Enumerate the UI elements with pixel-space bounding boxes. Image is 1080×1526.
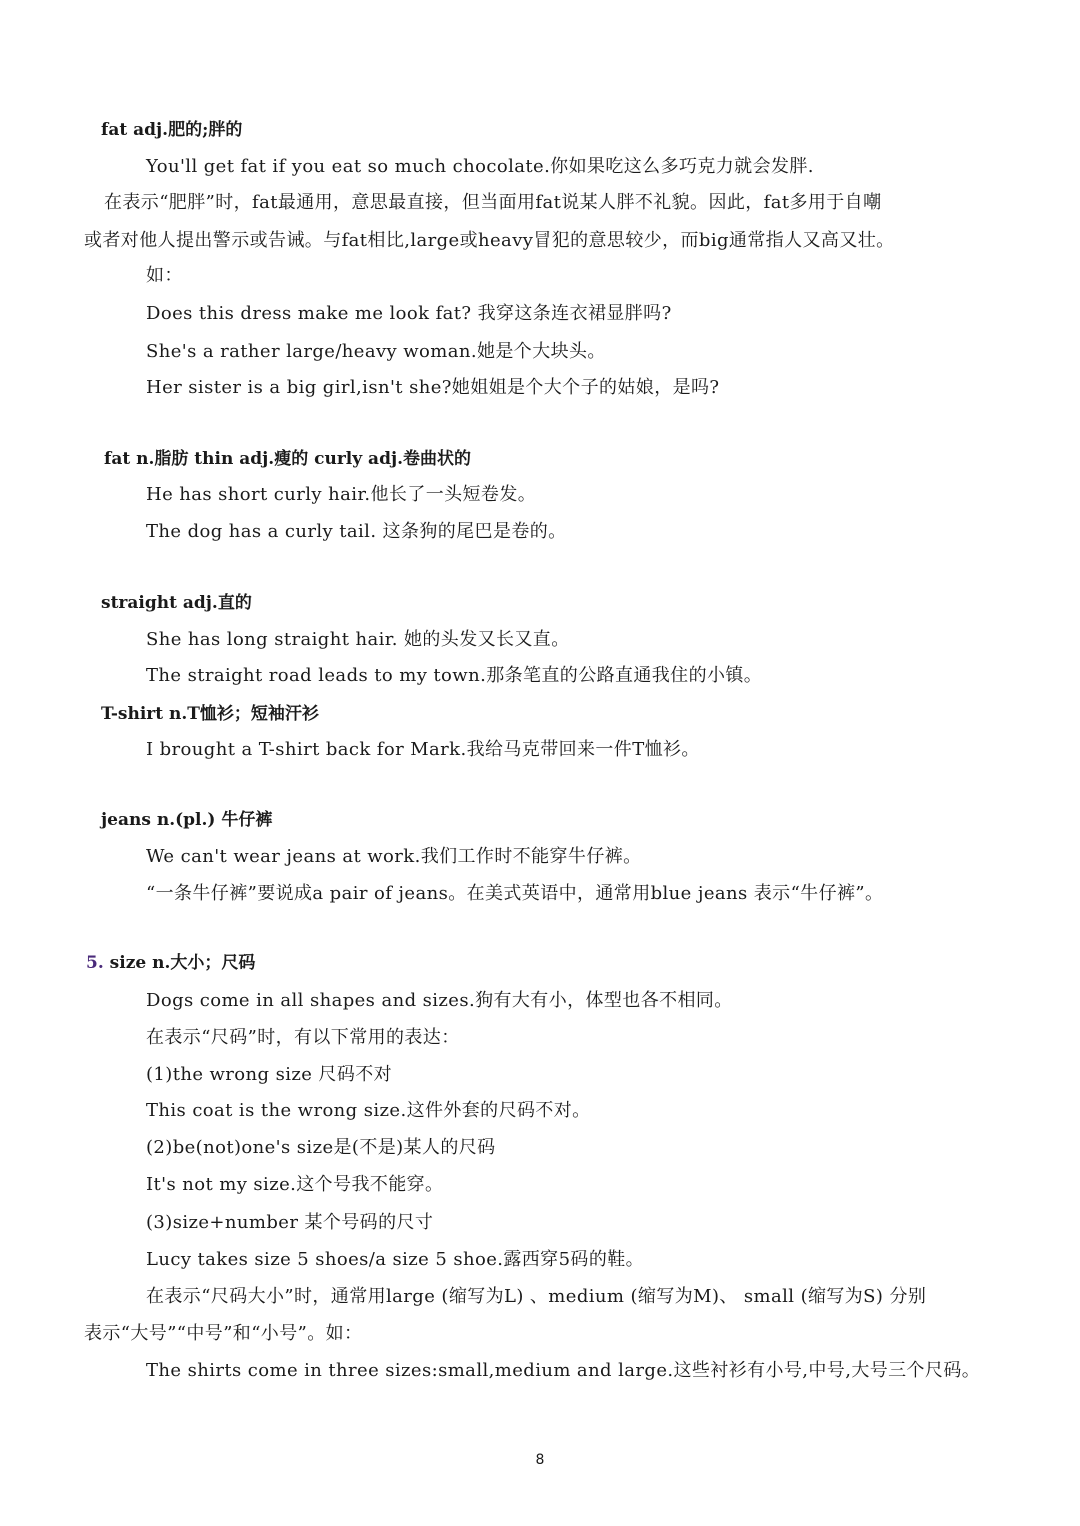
headword-straight: straight adj.直的: [101, 593, 252, 613]
usage-note: 在表示“尺码”时，有以下常用的表达：: [146, 1027, 460, 1048]
usage-item: (2)be(not)one's size是(不是)某人的尺码: [146, 1137, 496, 1158]
headword-fat-adj: fat adj.肥的;胖的: [101, 120, 243, 140]
example-sentence: Lucy takes size 5 shoes/a size 5 shoe.露西穿5码的鞋。: [146, 1249, 645, 1270]
example-sentence: It's not my size.这个号我不能穿。: [146, 1174, 444, 1195]
usage-note: 表示“大号”“中号”和“小号”。如：: [84, 1323, 363, 1344]
example-sentence: She's a rather large/heavy woman.她是个大块头。: [146, 341, 606, 362]
usage-note: 在表示“肥胖”时，fat最通用，意思最直接，但当面用fat说某人胖不礼貌。因此，fat多用于自嘲: [104, 192, 882, 213]
headword-fat-thin-curly: fat n.脂肪 thin adj.瘦的 curly adj.卷曲状的: [104, 449, 472, 469]
example-sentence: The shirts come in three sizes:small,medium and large.这些衬衫有小号,中号,大号三个尺码。: [146, 1360, 981, 1381]
usage-note: 如：: [146, 265, 183, 286]
example-sentence: Does this dress make me look fat? 我穿这条连衣裙显胖吗?: [146, 303, 672, 324]
usage-note: 在表示“尺码大小”时，通常用large (缩写为L) 、medium (缩写为M)、 small (缩写为S) 分别: [146, 1286, 927, 1307]
item-number: 5.: [86, 953, 104, 973]
headword-t-shirt: T-shirt n.T恤衫；短袖汗衫: [101, 704, 319, 724]
example-sentence: She has long straight hair. 她的头发又长又直。: [146, 629, 570, 650]
usage-item: (1)the wrong size 尺码不对: [146, 1064, 393, 1085]
example-sentence: We can't wear jeans at work.我们工作时不能穿牛仔裤。: [146, 846, 642, 867]
example-sentence: This coat is the wrong size.这件外套的尺码不对。: [146, 1100, 591, 1121]
example-sentence: I brought a T-shirt back for Mark.我给马克带回来一件T恤衫。: [146, 739, 700, 760]
headword-size-text: size n.大小；尺码: [103, 953, 256, 973]
usage-note: “一条牛仔裤”要说成a pair of jeans。在美式英语中，通常用blue jeans 表示“牛仔裤”。: [146, 883, 884, 904]
example-sentence: He has short curly hair.他长了一头短卷发。: [146, 484, 537, 505]
headword-size: [86, 951, 255, 975]
example-sentence: Her sister is a big girl,isn't she?她姐姐是个大个子的姑娘，是吗?: [146, 377, 720, 398]
page-number: 8: [535, 1452, 545, 1468]
usage-item: (3)size+number 某个号码的尺寸: [146, 1212, 434, 1233]
example-sentence: The straight road leads to my town.那条笔直的公路直通我住的小镇。: [146, 665, 763, 686]
headword-jeans: jeans n.(pl.) 牛仔裤: [101, 810, 273, 830]
usage-note: 或者对他人提出警示或告诫。与fat相比,large或heavy冒犯的意思较少，而big通常指人又高又壮。: [84, 230, 895, 251]
example-sentence: You'll get fat if you eat so much chocolate.你如果吃这么多巧克力就会发胖.: [146, 156, 814, 177]
example-sentence: The dog has a curly tail. 这条狗的尾巴是卷的。: [146, 521, 567, 542]
example-sentence: Dogs come in all shapes and sizes.狗有大有小，体型也各不相同。: [146, 990, 733, 1011]
